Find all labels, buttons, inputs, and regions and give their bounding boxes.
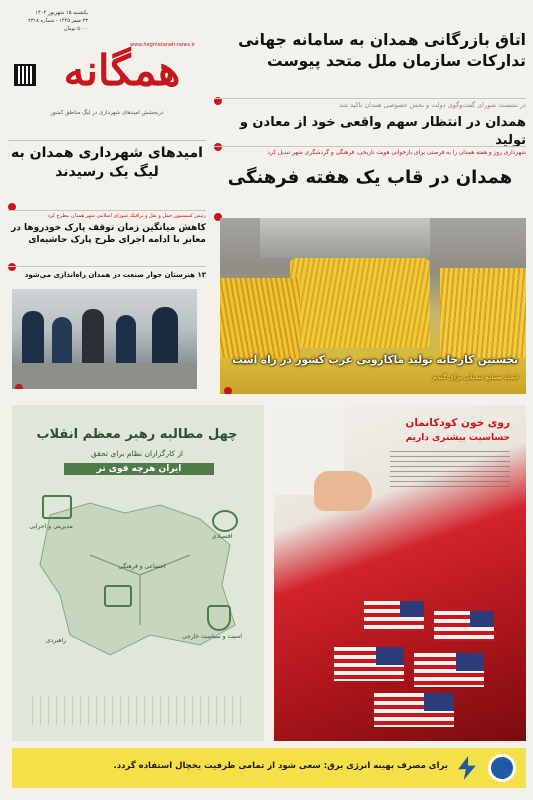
conveyor-machine: [260, 218, 430, 258]
story-municipality-headline[interactable]: امیدهای شهرداری همدان به لیگ یک رسیدند: [11, 145, 203, 180]
workbench: [12, 363, 197, 389]
page-marker-dot: [15, 377, 23, 389]
poster-leader-demands: [12, 405, 264, 741]
masthead-date-other: ۲۳ صفر ۱۴۴۵ - شماره ۲۳۱۸: [28, 18, 88, 24]
masthead-price: ۵۰۰۰ تومان: [63, 26, 88, 32]
masthead-tagline: دربخشش امیدهای شهرداری در لیگ مناطق کشور: [50, 110, 164, 116]
story-schools-headline[interactable]: ۱۳ هنرستان جوار صنعت در همدان راه‌اندازی می‌شود: [24, 271, 206, 279]
divider: [8, 210, 206, 211]
briefcase-icon: [42, 495, 72, 519]
pasta-factory-photo: [220, 218, 526, 394]
story-parking-headline[interactable]: کاهش میانگین زمان توقف پارک خودروها در معابر با ادامه اجرای طرح پارک حاشیه‌ای: [11, 223, 206, 246]
lightning-icon: [456, 756, 478, 780]
page-marker-icon: [15, 384, 23, 389]
masthead-date-persian: یکشنبه ۱۵ شهریور ۱۴۰۲: [35, 10, 88, 16]
poster-label-strategic: راهبردی: [45, 637, 67, 644]
poster-right-title: روی خون کودکانمان: [405, 417, 510, 429]
divider: [8, 266, 206, 267]
pasta-pile: [290, 258, 430, 348]
story-parking-kicker: رئیس کمیسیون حمل و نقل و ترافیک شورای اسلامی شهر همدان مطرح کرد: [47, 213, 206, 219]
flag-block: [374, 693, 454, 727]
story-macaroni-caption: ایجاد صنایع تبدیلی برای گندم: [432, 374, 518, 381]
poster-label-security: امنیت و سیاست خارجی: [182, 633, 242, 640]
page-marker-icon: [224, 387, 232, 394]
poster-label-economic: اقتصادی: [211, 533, 233, 540]
energy-ad-banner: [12, 748, 526, 788]
flag-block: [364, 601, 424, 631]
poster-label-management: مدیریتی و اجرایی: [29, 523, 73, 530]
poster-left-title: چهل مطالبه رهبر معظم انقلاب: [36, 427, 238, 442]
shield-icon: [207, 605, 231, 631]
page-marker-icon: [8, 263, 16, 271]
poster-right-subtitle: حساسیت بیشتری داریم: [405, 433, 510, 443]
pasta-pile: [220, 278, 300, 358]
hand-graphic: [314, 471, 372, 511]
wallet-icon: [104, 585, 132, 607]
divider: [214, 98, 526, 99]
divider: [8, 140, 206, 141]
logo-text: همگانه: [63, 46, 181, 95]
poster-left-subtitle: از کارگزاران نظام برای تحقق: [90, 449, 184, 458]
story-culture-headline[interactable]: همدان در قاب یک هفته فرهنگی: [227, 167, 513, 188]
poster-left-highlight: ایران هرچه قوی تر: [64, 463, 214, 475]
flag-block: [414, 653, 484, 687]
masthead: [8, 8, 206, 150]
qr-code: [14, 64, 36, 86]
story-macaroni-headline[interactable]: نخستین کارخانه تولید ماکارونی غرب کشور در راه است: [232, 354, 518, 366]
story-lead-headline[interactable]: اتاق بازرگانی همدان به سامانه جهانی تدارکات سازمان ملل متحد پیوست: [238, 31, 526, 70]
page-marker-dot: [224, 380, 232, 394]
workshop-photo: [12, 289, 197, 389]
energy-ad-text: برای مصرف بهینه انرژی برق: سعی شود از تمامی ظرفیت یخچال استفاده گردد.: [113, 761, 448, 771]
flag-block: [434, 611, 494, 641]
poster-decorative-lines: [32, 695, 244, 725]
poster-label-social: اجتماعی و فرهنگی: [118, 563, 166, 570]
people-icon: [212, 510, 238, 532]
story-culture-kicker: شهرداری روز و هفته همدان را به فرصتی برای بازخوانی هویت تاریخی، فرهنگی و گردشگری شهر تبدیل کرد: [267, 150, 526, 156]
masthead-website[interactable]: www.hegmataneh-news.ir: [130, 42, 195, 48]
flag-stack: [334, 601, 514, 731]
newspaper-logo: [42, 46, 202, 102]
power-company-logo-icon: [488, 754, 516, 782]
poster-text-block: [390, 451, 510, 489]
poster-children-blood: [274, 405, 526, 741]
story-mining-headline[interactable]: همدان در انتظار سهم واقعی خود از معادن و تولید: [239, 115, 526, 148]
story-mining-kicker: در نشست شورای گفت‌وگوی دولت و بخش خصوصی همدان تاکید شد: [339, 101, 526, 109]
flag-block: [334, 647, 404, 681]
pasta-pile: [440, 268, 526, 358]
divider: [214, 146, 526, 147]
